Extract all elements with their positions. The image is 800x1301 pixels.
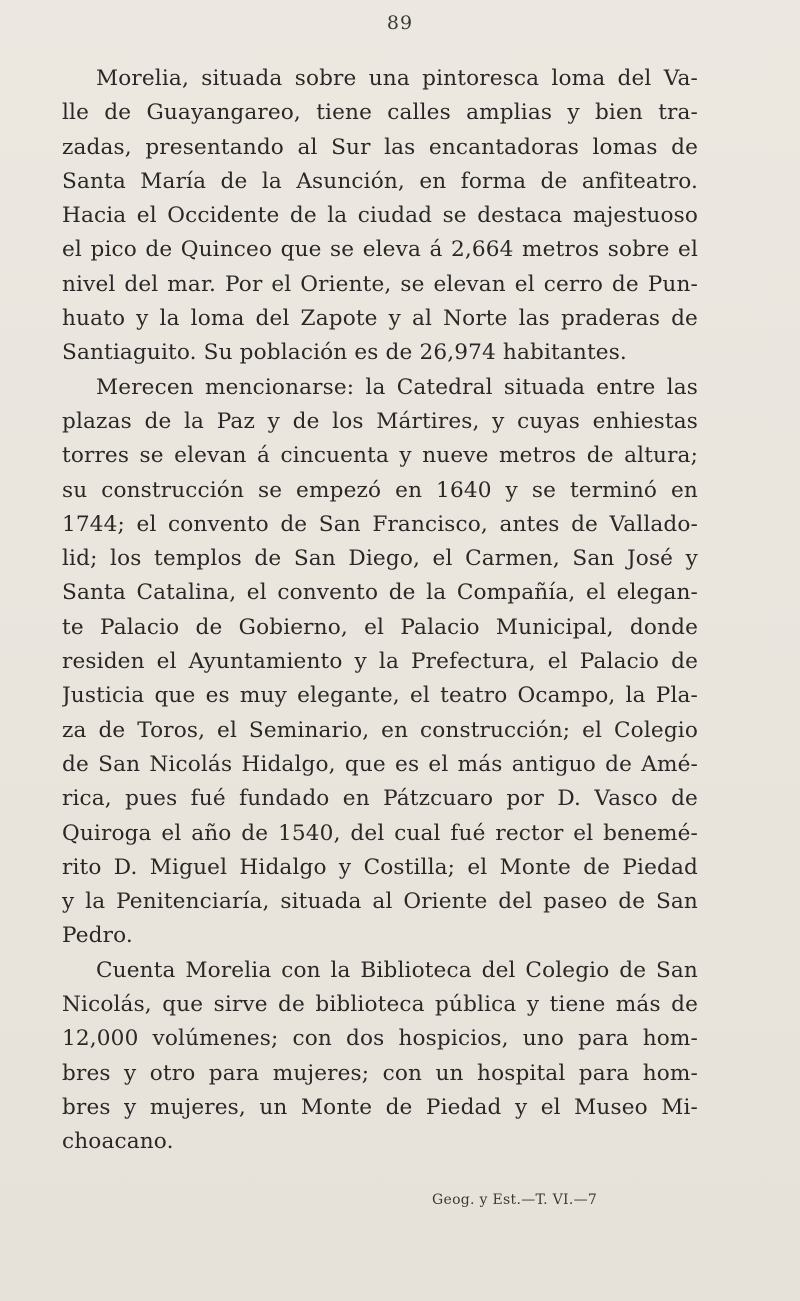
text-line: y la Penitenciaría, situada al Oriente del paseo de San — [62, 889, 698, 915]
body-text — [62, 62, 698, 1160]
text-line: torres se elevan á cincuenta y nueve metros de altura; — [62, 443, 698, 469]
text-line: bres y otro para mujeres; con un hospital para hom- — [62, 1060, 698, 1086]
text-line: za de Toros, el Seminario, en construcción; el Colegio — [62, 717, 698, 743]
text-line: 12,000 volúmenes; con dos hospicios, uno para hom- — [62, 1026, 698, 1052]
text-line: rica, pues fué fundado en Pátzcuaro por D. Vasco de — [62, 786, 698, 812]
text-line: Morelia, situada sobre una pintoresca loma del Va- — [96, 66, 698, 91]
text-line: Pedro. — [62, 923, 133, 949]
text-line: Merecen mencionarse: la Catedral situada entre las — [96, 374, 698, 400]
text-line: 1744; el convento de San Francisco, antes de Vallado- — [62, 511, 698, 537]
text-line: Nicolás, que sirve de biblioteca pública y tiene más de — [62, 992, 698, 1018]
text-line: Santa María de la Asunción, en forma de anfiteatro. — [62, 168, 698, 194]
text-line: Hacia el Occidente de la ciudad se destaca majestuoso — [62, 203, 698, 229]
text-line: Santa Catalina, el convento de la Compañía, el elegan- — [62, 580, 698, 606]
text-line: nivel del mar. Por el Oriente, se elevan el cerro de Pun- — [62, 271, 698, 297]
text-line: Cuenta Morelia con la Biblioteca del Colegio de San — [96, 957, 698, 983]
text-line: choacano. — [62, 1129, 174, 1155]
text-line: de San Nicolás Hidalgo, que es el más antiguo de Amé- — [62, 751, 698, 777]
text-line: Quiroga el año de 1540, del cual fué rector el benemé- — [62, 820, 698, 846]
text-line: residen el Ayuntamiento y la Prefectura, el Palacio de — [62, 649, 698, 675]
text-line: lid; los templos de San Diego, el Carmen, San José y — [62, 546, 698, 572]
text-line: lle de Guayangareo, tiene calles amplias y bien tra- — [62, 100, 698, 126]
signature-mark: Geog. y Est.—T. VI.—7 — [432, 1192, 598, 1208]
page-number: 89 — [386, 12, 414, 34]
text-line: te Palacio de Gobierno, el Palacio Municipal, donde — [62, 614, 698, 640]
text-line: el pico de Quinceo que se eleva á 2,664 metros sobre el — [62, 237, 698, 263]
text-line: huato y la loma del Zapote y al Norte las praderas de — [62, 306, 698, 332]
text-line: Santiaguito. Su población es de 26,974 habitantes. — [62, 340, 627, 366]
text-line: plazas de la Paz y de los Mártires, y cuyas enhiestas — [62, 408, 698, 434]
text-line: bres y mujeres, un Monte de Piedad y el Museo Mi- — [62, 1094, 698, 1120]
text-line: zadas, presentando al Sur las encantadoras lomas de — [62, 134, 698, 160]
text-line: rito D. Miguel Hidalgo y Costilla; el Monte de Piedad — [62, 854, 698, 880]
text-line: su construcción se empezó en 1640 y se terminó en — [62, 477, 698, 503]
text-line: Justicia que es muy elegante, el teatro Ocampo, la Pla- — [62, 683, 698, 709]
